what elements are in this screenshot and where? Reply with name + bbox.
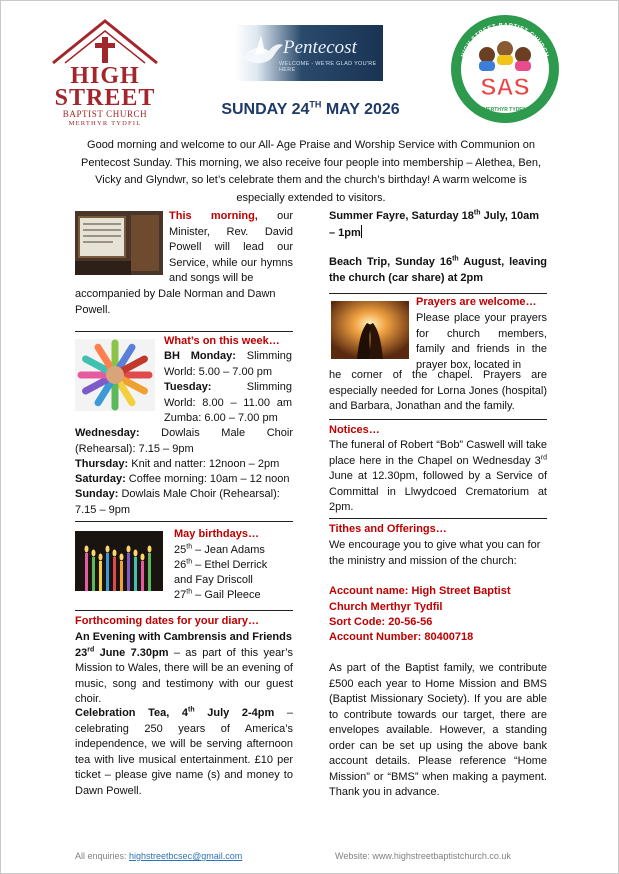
praying-hands-photo	[331, 301, 409, 359]
birthday-line: 26th – Ethel Derrick	[174, 558, 268, 571]
pentecost-title: Pentecost	[283, 37, 357, 58]
logo-word-high: HIGH	[70, 63, 140, 89]
prayers-text-top: Please place your prayers for church members, family and friends in the prayer box, located in	[416, 312, 547, 371]
page-title: SUNDAY 24TH MAY 2026	[221, 99, 400, 118]
account-name: Account name: High Street Baptist Church Merthyr Tydfil	[329, 585, 511, 613]
candle-flame	[99, 554, 103, 561]
birthday-line: 25th – Jean Adams	[174, 543, 265, 556]
candle-flame	[92, 550, 96, 557]
week-item-monday: BH Monday: Slimming World: 5.00 – 7.00 pm	[164, 350, 292, 378]
footer-email-link[interactable]: highstreetbcsec@gmail.com	[129, 851, 243, 861]
morning-text-bottom: accompanied by Dale Norman and Dawn Powell.	[75, 288, 276, 316]
divider	[329, 293, 547, 294]
church-interior-photo	[75, 211, 163, 275]
notices-text: The funeral of Robert “Bob” Caswell will take place here in the Chapel on Wednesday 3rd June at 12.30pm, followed by a Service of Committal in Llwydcoed Crematorium at 2pm.	[329, 439, 547, 513]
summer-fayre: Summer Fayre, Saturday 18th July, 10am – 1pm	[329, 209, 540, 239]
logo-word-merthyr: MERTHYR TYDFIL	[68, 120, 142, 127]
candle-flame	[148, 546, 152, 553]
candle	[141, 561, 144, 591]
candle-flame	[85, 546, 89, 553]
church-roof-cross-icon	[49, 15, 161, 65]
candle-flame	[113, 550, 117, 557]
candles-photo	[75, 531, 163, 591]
hands-circle-photo	[75, 339, 155, 411]
candle	[106, 553, 109, 591]
tithes-paragraph: As part of the Baptist family, we contribute £500 each year to Home Mission and BMS (Baptist Missionary Society). If you are able to contribute towards our target, there are envelopes available. However, a standing order can be set up using the above bank account details. Please reference “Home Mission” or “BMS” when making a payment. Thank you in advance.	[329, 662, 547, 798]
candle	[99, 561, 102, 591]
tithes-text: We encourage you to give what you can for the ministry and mission of the church:	[329, 539, 541, 567]
candle-flame	[141, 554, 145, 561]
sas-center-text: SAS	[480, 74, 530, 101]
candle-flame	[134, 550, 138, 557]
prayers-text-bottom: he corner of the chapel. Prayers are especially needed for Lorna Jones (hospital) and Barbara, Jonathan and the family.	[329, 369, 547, 412]
diary-event-2: Celebration Tea, 4th July 2-4pm – celebrating 250 years of America’s independence, we will be serving afternoon tea with live musical entertainment. £10 per ticket – please give name (s) and money to Dawn Powell.	[75, 706, 293, 797]
birthdays-heading: May birthdays…	[174, 528, 259, 540]
candle	[148, 553, 151, 591]
week-item-saturday: Saturday: Coffee morning: 10am – 12 noon	[75, 473, 290, 485]
diary-heading: Forthcoming dates for your diary…	[75, 615, 259, 627]
church-logo	[49, 15, 161, 127]
candle	[134, 557, 137, 591]
morning-text-top: This morning, our Minister, Rev. David Powell will lead our Service, while our hymns and songs will be	[169, 210, 293, 284]
account-number: Account Number: 80400718	[329, 631, 474, 643]
week-item-thursday: Thursday: Knit and natter: 12noon – 2pm	[75, 458, 280, 470]
beach-trip: Beach Trip, Sunday 16th August, leaving the church (car share) at 2pm	[329, 255, 548, 284]
candle	[92, 557, 95, 591]
candle-flame	[127, 546, 131, 553]
divider	[329, 518, 547, 519]
candle	[127, 553, 130, 591]
week-item-sunday: Sunday: Dowlais Male Choir (Rehearsal): 7.15 – 9pm	[75, 488, 280, 516]
tithes-heading: Tithes and Offerings…	[329, 523, 447, 535]
sort-code: Sort Code: 20-56-56	[329, 616, 433, 628]
pentecost-banner	[235, 25, 383, 81]
logo-word-baptist: BAPTIST CHURCH	[62, 109, 148, 119]
footer-website: Website: www.highstreetbaptistchurch.co.uk	[335, 851, 511, 861]
divider	[329, 419, 547, 420]
intro-paragraph: Good morning and welcome to our All- Age Praise and Worship Service with Communion on Pentecost Sunday. This morning, we also receive four people into membership – Alethea, Ben, Vicky and Glyndwr, so let’s celebrate them and the church’s birthday! A warm welcome is especially extended to visitors.	[80, 139, 542, 204]
footer-enquiries: All enquiries: highstreetbcsec@gmail.com	[75, 851, 243, 861]
candle	[113, 557, 116, 591]
diary-event-1: An Evening with Cambrensis and Friends 23rd June 7.30pm – as part of this year’s Mission to Wales, there will be an evening of music, song and testimony with our guest choir.	[75, 631, 293, 705]
sas-bottom-text: MERTHYR TYDFIL	[483, 107, 527, 113]
pentecost-subtitle: WELCOME - WE'RE GLAD YOU'RE HERE	[279, 61, 377, 73]
candle	[85, 553, 88, 591]
birthday-line: 27th – Gail Pleece	[174, 588, 261, 601]
divider	[75, 331, 293, 332]
prayers-heading: Prayers are welcome…	[416, 296, 537, 308]
candle-flame	[106, 546, 110, 553]
week-item-wednesday: Wednesday: Dowlais Male Choir (Rehearsal): 7.15 – 9pm	[75, 427, 293, 455]
candle	[120, 561, 123, 591]
birthday-line: and Fay Driscoll	[174, 574, 253, 586]
divider	[75, 521, 293, 522]
notices-heading: Notices…	[329, 424, 380, 436]
morning-heading: This morning,	[169, 210, 258, 222]
sas-top-text: HIGH STREET BAPTIST CHURCH	[460, 22, 550, 59]
week-item-tuesday: Tuesday: Slimming World: 8.00 – 11.00 am Zumba: 6.00 – 7.00 pm	[164, 381, 292, 424]
week-heading: What’s on this week…	[164, 335, 280, 347]
text-cursor	[361, 225, 362, 238]
candle-flame	[120, 554, 124, 561]
logo-word-street: STREET	[54, 85, 156, 111]
divider	[75, 610, 293, 611]
